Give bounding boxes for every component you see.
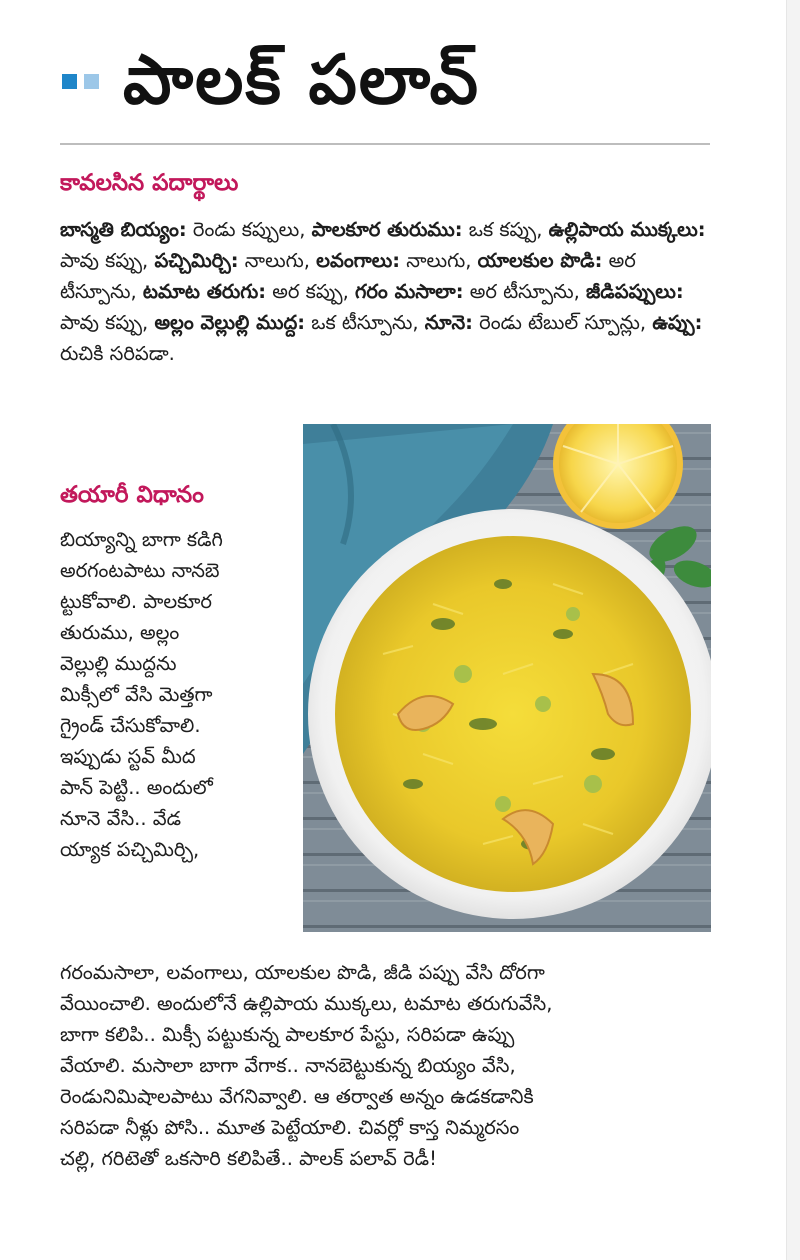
method-line: సరిపడా నీళ్లు పోసి.. మూత పెట్టేయాలి. చివర్లో కాస్త నిమ్మరసం <box>60 1116 520 1139</box>
method-line: వెల్లుల్లి ముద్దను <box>60 652 177 675</box>
ingredient-quantity: రుచికి సరిపడా. <box>60 342 175 365</box>
ingredient-quantity: ఒక కప్పు, <box>462 218 549 241</box>
method-paragraph-narrow <box>60 524 300 865</box>
ingredient-name: యాలకుల పొడి: <box>477 249 603 272</box>
method-line: గరంమసాలా, లవంగాలు, యాలకుల పొడి, జీడి పప్పు వేసి దోరగా <box>60 961 545 984</box>
accent-square-light-icon <box>84 74 99 89</box>
method-line: ట్టుకోవాలి. పాలకూర <box>60 590 212 613</box>
ingredient-name: టమాట తరుగు: <box>142 280 267 303</box>
method-line: వేయాలి. మసాలా బాగా వేగాక.. నానబెట్టుకున్న బియ్యం వేసి, <box>60 1054 516 1077</box>
method-line: చల్లి, గరిటెతో ఒకసారి కలిపితే.. పాలక్ పలావ్ రెడీ! <box>60 1147 437 1170</box>
ingredient-name: అల్లం వెల్లుల్లి ముద్ద: <box>154 311 306 334</box>
ingredient-quantity: రెండు కప్పులు, <box>186 218 312 241</box>
ingredient-name: పచ్చిమిర్చి: <box>154 249 239 272</box>
recipe-title: పాలక్ పలావ్ <box>123 41 480 120</box>
method-line: నూనె వేసి.. వేడ <box>60 807 182 830</box>
ingredient-name: బాస్మతి బియ్యం: <box>60 218 187 241</box>
ingredient-quantity: నాలుగు, <box>400 249 478 272</box>
ingredient-quantity: రెండు టేబుల్ స్పూన్లు, <box>472 311 653 334</box>
ingredient-name: లవంగాలు: <box>316 249 401 272</box>
method-line: బియ్యాన్ని బాగా కడిగి <box>60 528 223 551</box>
ingredient-name: గరం మసాలా: <box>354 280 464 303</box>
page-margin-strip <box>786 0 800 1260</box>
ingredient-quantity: పావు కప్పు, <box>60 311 155 334</box>
ingredients-heading: కావలసిన పదార్థాలు <box>60 170 239 196</box>
palak-pulao-photo <box>303 424 711 932</box>
ingredient-quantity: అర టీస్పూను, <box>60 249 636 303</box>
method-line: య్యాక పచ్చిమిర్చి, <box>60 838 200 861</box>
title-divider <box>60 143 710 145</box>
method-line: తురుము, అల్లం <box>60 621 180 644</box>
ingredient-quantity: అర కప్పు, <box>266 280 355 303</box>
ingredient-name: జీడిపప్పులు: <box>586 280 684 303</box>
method-line: వేయించాలి. అందులోనే ఉల్లిపాయ ముక్కలు, టమాట తరుగువేసి, <box>60 992 553 1015</box>
method-line: రెండునిమిషాలపాటు వేగనివ్వాలి. ఆ తర్వాత అన్నం ఉడకడానికి <box>60 1085 534 1108</box>
ingredient-quantity: అర టీస్పూను, <box>463 280 587 303</box>
ingredient-name: ఉల్లిపాయ ముక్కలు: <box>548 218 706 241</box>
ingredient-quantity: పావు కప్పు, <box>60 249 155 272</box>
method-line: అరగంటపాటు నానబె <box>60 559 220 582</box>
ingredients-paragraph <box>60 214 715 369</box>
method-line: పాన్ పెట్టి.. అందులో <box>60 776 213 799</box>
title-row <box>62 26 480 136</box>
method-heading: తయారీ విధానం <box>60 482 204 508</box>
ingredient-name: ఉప్పు: <box>652 311 703 334</box>
method-line: ఇప్పుడు స్టవ్ మీద <box>60 745 196 768</box>
ingredient-quantity: నాలుగు, <box>238 249 317 272</box>
method-line: గ్రైండ్ చేసుకోవాలి. <box>60 714 201 737</box>
method-paragraph-wide <box>60 957 740 1174</box>
method-line: బాగా కలిపి.. మిక్సీ పట్టుకున్న పాలకూర పేస్టు, సరిపడా ఉప్పు <box>60 1023 515 1046</box>
ingredient-name: పాలకూర తురుము: <box>311 218 463 241</box>
ingredient-name: నూనె: <box>424 311 473 334</box>
accent-square-icon <box>62 74 77 89</box>
method-line: మిక్సీలో వేసి మెత్తగా <box>60 683 213 706</box>
ingredient-quantity: ఒక టీస్పూను, <box>305 311 425 334</box>
